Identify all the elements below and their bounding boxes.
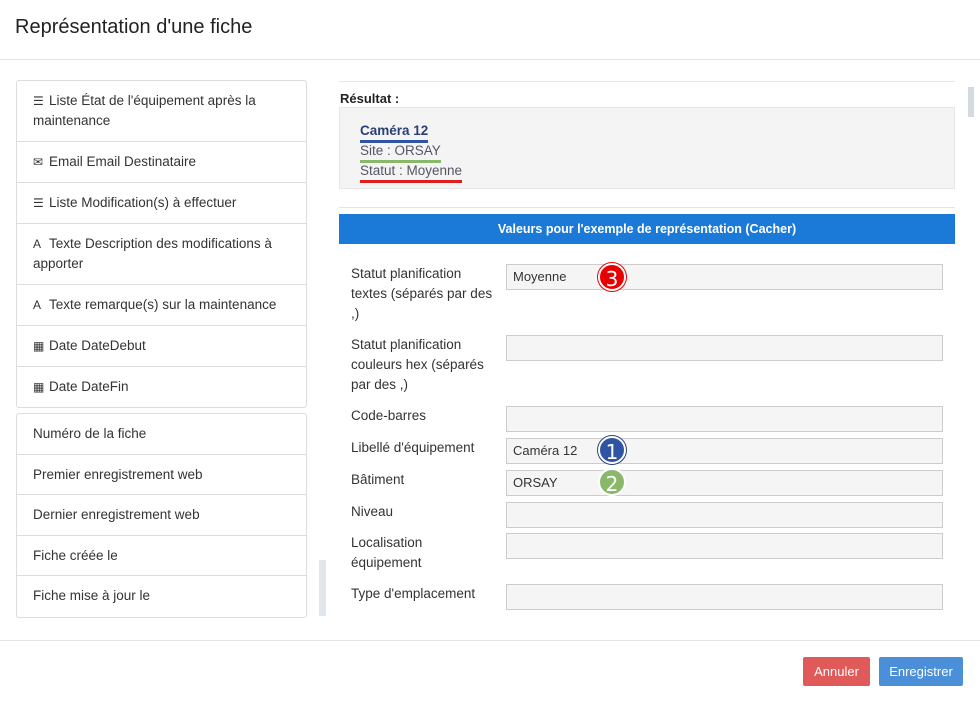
niveau-input[interactable]: [506, 502, 943, 528]
meta-field-list: [16, 413, 307, 618]
form-label-statut-textes: Statut planification textes (séparés par des ,): [351, 266, 493, 321]
footer-divider: [0, 640, 980, 641]
meta-item-numero-fiche[interactable]: Numéro de la fiche: [17, 414, 306, 455]
annotation-badge-1: 1: [598, 436, 626, 464]
field-item-label: Email Email Destinataire: [49, 154, 197, 169]
localisation-input[interactable]: [506, 533, 943, 559]
annotation-badge-3: 3: [598, 263, 626, 291]
dialog-header: [0, 0, 980, 60]
dialog-title: Représentation d'une fiche: [15, 16, 253, 38]
statut-textes-input[interactable]: Moyenne: [506, 264, 943, 290]
text-icon: A: [33, 237, 42, 251]
field-item-etat-equipement[interactable]: [17, 81, 306, 142]
text-icon: A: [33, 298, 42, 312]
list-icon: ☰: [33, 196, 44, 210]
list-icon: ☰: [33, 94, 44, 108]
field-item-label: Liste Modification(s) à effectuer: [49, 195, 237, 210]
left-scrollbar[interactable]: [319, 560, 326, 616]
field-item-email-destinataire[interactable]: [17, 142, 306, 183]
field-list: [16, 80, 307, 408]
field-item-remarque-maintenance[interactable]: [17, 285, 306, 326]
divider: [339, 207, 955, 208]
result-site: Site : ORSAY: [360, 142, 441, 163]
result-label: Résultat :: [340, 91, 400, 106]
statut-couleurs-input[interactable]: [506, 335, 943, 361]
save-button[interactable]: Enregistrer: [879, 657, 963, 686]
form-label-libelle-equipement: Libellé d'équipement: [351, 440, 475, 455]
values-toggle-bar[interactable]: Valeurs pour l'exemple de représentation (Cacher): [339, 214, 955, 244]
form-label-statut-couleurs: Statut planification couleurs hex (séparés par des ,): [351, 337, 484, 392]
right-scrollbar[interactable]: [968, 87, 974, 117]
result-preview: [339, 107, 955, 189]
field-item-label: Liste État de l'équipement après la maintenance: [33, 93, 256, 128]
field-item-label: Texte Description des modifications à apporter: [33, 236, 272, 271]
libelle-equipement-input[interactable]: Caméra 12: [506, 438, 943, 464]
meta-item-premier-enregistrement[interactable]: Premier enregistrement web: [17, 455, 306, 496]
cancel-button[interactable]: Annuler: [803, 657, 870, 686]
field-item-label: Date DateDebut: [49, 338, 146, 353]
form-label-niveau: Niveau: [351, 504, 394, 519]
form-label-code-barres: Code-barres: [351, 408, 427, 423]
meta-item-dernier-enregistrement[interactable]: Dernier enregistrement web: [17, 495, 306, 536]
meta-item-fiche-mise-a-jour[interactable]: Fiche mise à jour le: [33, 588, 151, 603]
form-label-type-emplacement: Type d'emplacement: [351, 586, 476, 601]
calendar-icon: ▦: [33, 380, 45, 394]
field-item-modifications[interactable]: [17, 183, 306, 224]
code-barres-input[interactable]: [506, 406, 943, 432]
envelope-icon: ✉: [33, 155, 44, 169]
result-statut: Statut : Moyenne: [360, 162, 462, 183]
meta-item-fiche-creee[interactable]: Fiche créée le: [17, 536, 306, 577]
batiment-input[interactable]: ORSAY: [506, 470, 943, 496]
field-item-label: Date DateFin: [49, 379, 129, 394]
type-emplacement-input[interactable]: [506, 584, 943, 610]
field-item-date-debut[interactable]: [17, 326, 306, 367]
field-item-description-modifications[interactable]: [17, 224, 306, 285]
divider: [339, 81, 955, 82]
field-item-label: Texte remarque(s) sur la maintenance: [49, 297, 277, 312]
annotation-badge-2: 2: [598, 468, 626, 496]
result-title: Caméra 12: [360, 122, 428, 143]
form-label-batiment: Bâtiment: [351, 472, 405, 487]
form-label-localisation: Localisation équipement: [351, 535, 423, 570]
calendar-icon: ▦: [33, 339, 45, 353]
field-item-date-fin[interactable]: [17, 367, 306, 407]
